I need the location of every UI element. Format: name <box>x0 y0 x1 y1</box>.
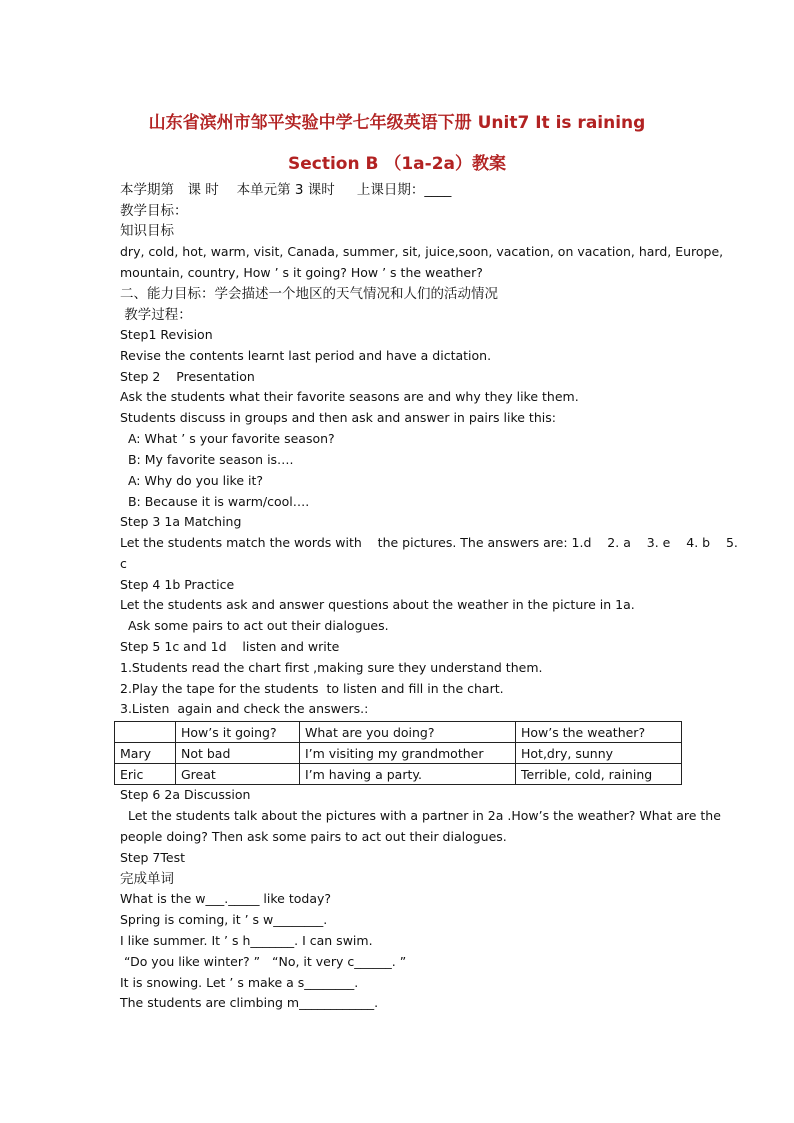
step4-text-1: Let the students ask and answer questions about the weather in the picture in 1a. <box>120 597 635 612</box>
question-6: The students are climbing m____________. <box>120 995 379 1010</box>
step3-heading: Step 3 1a Matching <box>120 514 242 529</box>
step1-text: Revise the contents learnt last period and have a dictation. <box>120 348 492 363</box>
document-title-line2: Section B （1a-2a）教案 <box>287 154 507 174</box>
step2-heading: Step 2 Presentation <box>120 369 255 384</box>
step7-heading: Step 7Test <box>120 850 186 865</box>
dialog-line-a1: A: What ’ s your favorite season? <box>120 431 335 446</box>
step5-item-2: 2.Play the tape for the students to listen and fill in the chart. <box>120 681 504 696</box>
table-header-cell: What are you doing? <box>300 722 516 743</box>
document-title-line1: 山东省滨州市邹平实验中学七年级英语下册 Unit7 It is raining <box>148 113 646 133</box>
question-5: It is snowing. Let ’ s make a s________. <box>120 975 359 990</box>
table-cell: Eric <box>115 764 176 785</box>
step3-text-1: Let the students match the words with the pictures. The answers are: 1.d 2. a 3. e 4. b 5. <box>120 535 738 550</box>
dialog-line-a2: A: Why do you like it? <box>120 473 264 488</box>
knowledge-label: 知识目标 <box>120 223 174 239</box>
step2-text-1: Ask the students what their favorite seasons are and why they like them. <box>120 389 579 404</box>
table-header-cell: How’s it going? <box>176 722 300 743</box>
question-4: “Do you like winter? ” “No, it very c______. ” <box>120 954 407 969</box>
question-1: What is the w___._____ like today? <box>120 891 332 906</box>
fill-label: 完成单词 <box>120 871 174 887</box>
question-3: I like summer. It ’ s h_______. I can swim. <box>120 933 373 948</box>
step4-heading: Step 4 1b Practice <box>120 577 235 592</box>
table-cell: Not bad <box>176 743 300 764</box>
table-cell: Terrible, cold, raining <box>516 764 682 785</box>
ability-goal: 二、能力目标：学会描述一个地区的天气情况和人们的活动情况 <box>120 286 498 302</box>
process-label: 教学过程： <box>120 307 192 323</box>
step5-heading: Step 5 1c and 1d listen and write <box>120 639 340 654</box>
table-header-cell: How’s the weather? <box>516 722 682 743</box>
table-cell: Great <box>176 764 300 785</box>
dialog-line-b2: B: Because it is warm/cool…. <box>120 494 310 509</box>
table-cell: Mary <box>115 743 176 764</box>
step2-text-2: Students discuss in groups and then ask and answer in pairs like this: <box>120 410 556 425</box>
table-header-row <box>115 722 682 743</box>
table-header-cell <box>115 722 176 743</box>
goals-label: 教学目标： <box>120 203 188 219</box>
step1-heading: Step1 Revision <box>120 327 213 342</box>
table-cell: Hot,dry, sunny <box>516 743 682 764</box>
vocab-line-2: mountain, country, How ’ s it going? How ’ s the weather? <box>120 265 483 280</box>
header-line: 本学期第 课 时 本单元第 3 课时 上课日期：____ <box>120 182 452 198</box>
step3-text-2: c <box>120 556 127 571</box>
step4-text-2: Ask some pairs to act out their dialogues. <box>120 618 389 633</box>
step5-item-3: 3.Listen again and check the answers.: <box>120 701 369 716</box>
table-row <box>115 743 682 764</box>
vocab-line-1: dry, cold, hot, warm, visit, Canada, summer, sit, juice,soon, vacation, on vacation, hard, Europe, <box>120 244 724 259</box>
step6-text-2: people doing? Then ask some pairs to act out their dialogues. <box>120 829 507 844</box>
dialog-line-b1: B: My favorite season is…. <box>120 452 294 467</box>
table-cell: I’m having a party. <box>300 764 516 785</box>
answers-table <box>114 721 682 785</box>
table-row <box>115 764 682 785</box>
step6-text-1: Let the students talk about the pictures with a partner in 2a .How’s the weather? What are the <box>120 808 721 823</box>
table-cell: I’m visiting my grandmother <box>300 743 516 764</box>
step6-heading: Step 6 2a Discussion <box>120 787 251 802</box>
question-2: Spring is coming, it ’ s w________. <box>120 912 328 927</box>
step5-item-1: 1.Students read the chart first ,making sure they understand them. <box>120 660 543 675</box>
